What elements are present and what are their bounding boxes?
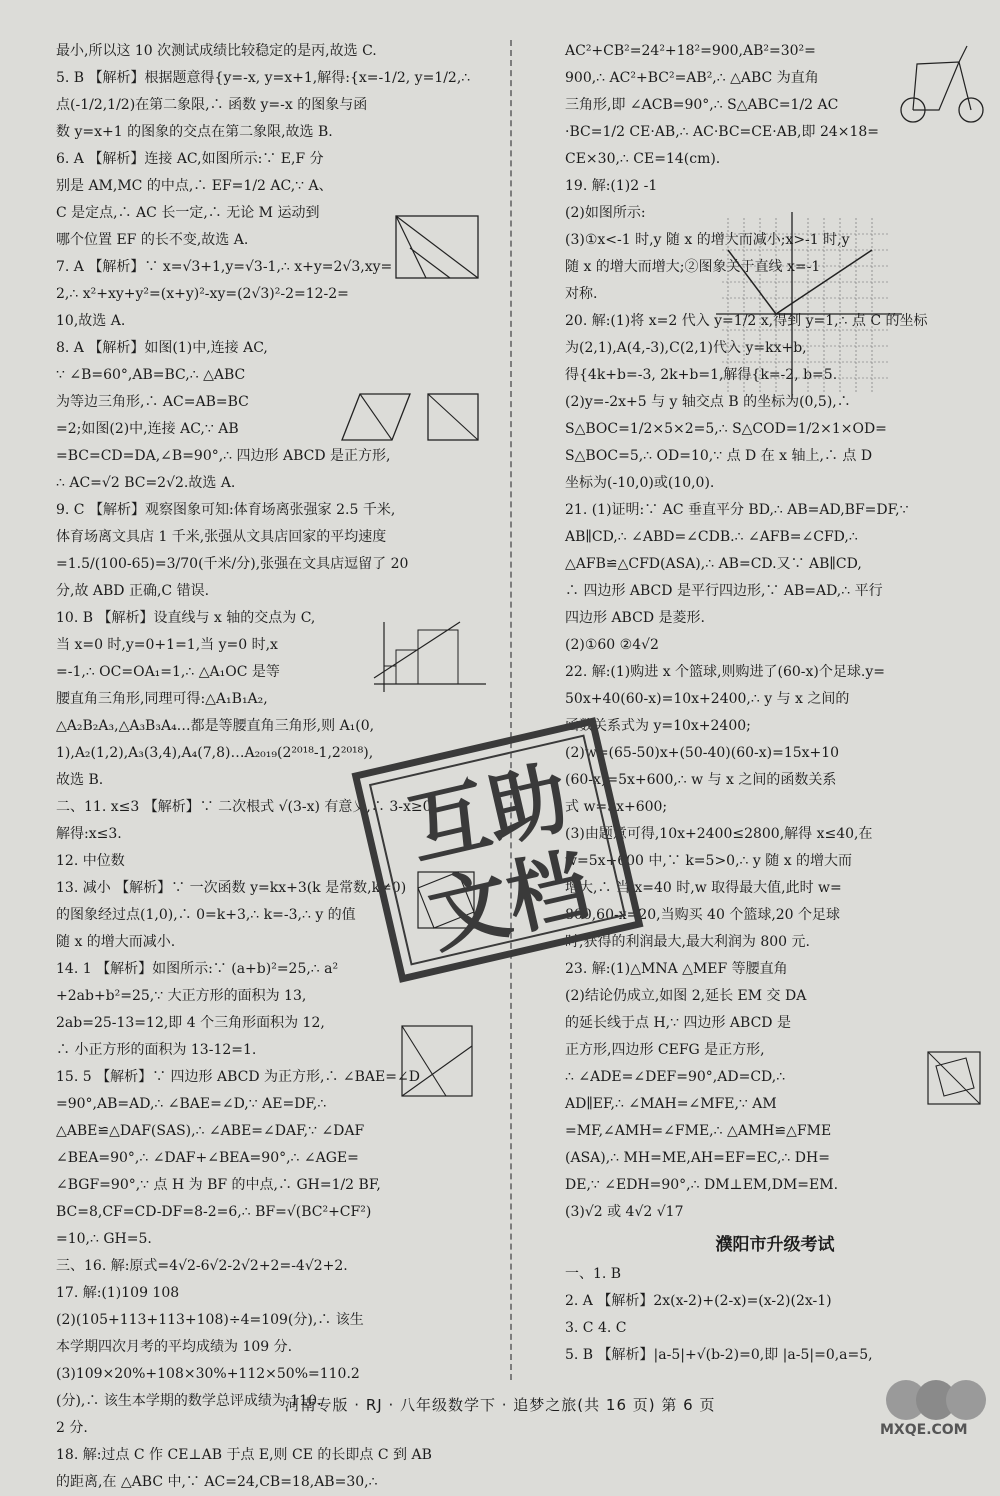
answer-line: (分),∴ 该生本学期的数学总评成绩为 110. (56, 1393, 322, 1409)
answer-line: ∵ ∠B=60°,AB=BC,∴ △ABC (56, 367, 246, 383)
answer-line: 50x+40(60-x)=10x+2400,∴ y 与 x 之间的 (565, 691, 850, 707)
answer-line: 增大,∴ 当 x=40 时,w 取得最大值,此时 w= (565, 880, 842, 896)
answer-line: 2 分. (56, 1420, 88, 1436)
answer-line: 的延长线于点 H,∵ 四边形 ABCD 是 (565, 1015, 791, 1031)
answer-line: =-1,∴ OC=OA₁=1,∴ △A₁OC 是等 (56, 664, 280, 680)
answer-line: DE,∵ ∠EDH=90°,∴ DM⊥EM,DM=EM. (565, 1177, 839, 1193)
answer-line: 故选 B. (56, 772, 104, 788)
answer-line: 随 x 的增大而增大;②图象关于直线 x=-1 (565, 259, 821, 275)
svg-text:文档: 文档 (420, 837, 598, 965)
answer-line: 8. A 【解析】如图(1)中,连接 AC, (56, 340, 268, 356)
answer-line: =2;如图(2)中,连接 AC,∵ AB (56, 421, 239, 437)
answer-line: 的距离,在 △ABC 中,∵ AC=24,CB=18,AB=30,∴ (56, 1474, 378, 1490)
answer-line: +2ab+b²=25,∵ 大正方形的面积为 13, (56, 988, 307, 1004)
figure-q15-square (394, 1016, 484, 1126)
answer-line: 二、11. x≤3 【解析】∵ 二次根式 √(3-x) 有意义,∴ 3-x≥0, (56, 799, 436, 815)
answer-line: 数 y=x+1 的图象的交点在第二象限,故选 B. (56, 124, 333, 140)
answer-line: 7. A 【解析】∵ x=√3+1,y=√3-1,∴ x+y=2√3,xy= (56, 259, 393, 275)
answer-line: 10. B 【解析】设直线与 x 轴的交点为 C, (56, 610, 316, 626)
answer-line: ∴ 小正方形的面积为 13-12=1. (56, 1042, 257, 1058)
answer-line: 15. 5 【解析】∵ 四边形 ABCD 为正方形,∴ ∠BAE=∠D (56, 1069, 420, 1085)
answer-line: 三角形,即 ∠ACB=90°,∴ S△ABC=1/2 AC (565, 97, 839, 113)
answer-line: 解得:x≤3. (56, 826, 122, 842)
answer-line: 5. B 【解析】|a-5|+√(b-2)=0,即 |a-5|=0,a=5, (565, 1347, 873, 1363)
answer-line: 22. 解:(1)购进 x 个篮球,则购进了(60-x)个足球.y= (565, 664, 885, 680)
answer-line: 哪个位置 EF 的长不变,故选 A. (56, 232, 249, 248)
answer-line: 为(2,1),A(4,-3),C(2,1)代入 y=kx+b, (565, 340, 807, 356)
answer-line: ∠BGF=90°,∵ 点 H 为 BF 的中点,∴ GH=1/2 BF, (56, 1177, 381, 1193)
answer-line: 9. C 【解析】观察图象可知:体育场离张强家 2.5 千米, (56, 502, 396, 518)
answer-line: (2)结论仍成立,如图 2,延长 EM 交 DA (565, 988, 807, 1004)
answer-line: 时,获得的利润最大,最大利润为 800 元. (565, 934, 810, 950)
answer-line: △ABE≌△DAF(SAS),∴ ∠ABE=∠DAF,∵ ∠DAF (56, 1123, 365, 1139)
answer-line: (3)由题意可得,10x+2400≤2800,解得 x≤40,在 (565, 826, 873, 842)
answer-line: AD∥EF,∴ ∠MAH=∠MFE,∵ AM (565, 1096, 777, 1112)
answer-line: 分,故 ABD 正确,C 错误. (56, 583, 210, 599)
answer-line: △AFB≌△CFD(ASA),∴ AB=CD.又∵ AB∥CD, (565, 556, 862, 572)
figure-q6-rectangle (388, 208, 488, 288)
answer-line: 当 x=0 时,y=0+1=1,当 y=0 时,x (56, 637, 278, 653)
answer-line: 为等边三角形,∴ AC=AB=BC (56, 394, 249, 410)
answer-line: 17. 解:(1)109 108 (56, 1285, 180, 1301)
answer-line: 最小,所以这 10 次测试成绩比较稳定的是丙,故选 C. (56, 43, 377, 59)
answer-line: (ASA),∴ MH=ME,AH=EF=EC,∴ DH= (565, 1150, 830, 1166)
answer-line: =1.5/(100-65)=3/70(千米/分),张强在文具店逗留了 20 (56, 556, 409, 572)
answer-line: 2. A 【解析】2x(x-2)+(2-x)=(x-2)(2x-1) (565, 1293, 832, 1309)
answer-line: CE×30,∴ CE=14(cm). (565, 151, 721, 167)
answer-line: 12. 中位数 (56, 853, 125, 869)
answer-line: 本学期四次月考的平均成绩为 109 分. (56, 1339, 293, 1355)
answer-line: ·BC=1/2 CE·AB,∴ AC·BC=CE·AB,即 24×18= (565, 124, 880, 140)
answer-line: ∴ ∠ADE=∠DEF=90°,AD=CD,∴ (565, 1069, 786, 1085)
answer-line: =MF,∠AMH=∠FME,∴ △AMH≌△FME (565, 1123, 832, 1139)
answer-line: (2)(105+113+113+108)÷4=109(分),∴ 该生 (56, 1312, 364, 1328)
answer-line: (2)w=(65-50)x+(50-40)(60-x)=15x+10 (565, 745, 840, 761)
answer-line: (3)109×20%+108×30%+112×50%=110.2 (56, 1366, 360, 1382)
answer-line: (2)如图所示: (565, 205, 646, 221)
answer-line: 21. (1)证明:∵ AC 垂直平分 BD,∴ AB=AD,BF=DF,∵ (565, 502, 909, 518)
answer-line: △A₂B₂A₃,△A₃B₃A₄…都是等腰直角三角形,则 A₁(0, (56, 718, 375, 734)
answer-line: =90°,AB=AD,∴ ∠BAE=∠D,∵ AE=DF,∴ (56, 1096, 327, 1112)
answer-line: 18. 解:过点 C 作 CE⊥AB 于点 E,则 CE 的长即点 C 到 AB (56, 1447, 432, 1463)
answer-line: S△BOC=5,∴ OD=10,∵ 点 D 在 x 轴上,∴ 点 D (565, 448, 873, 464)
answer-line: w=5x+600 中,∵ k=5>0,∴ y 随 x 的增大而 (565, 853, 853, 869)
answer-line: 10,故选 A. (56, 313, 126, 329)
figure-q18-bicycle (895, 42, 993, 132)
answer-line: AB∥CD,∴ ∠ABD=∠CDB.∴ ∠AFB=∠CFD,∴ (565, 529, 858, 545)
answer-line: 13. 减小 【解析】∵ 一次函数 y=kx+3(k 是常数,k≠0) (56, 880, 407, 896)
answer-line: 的图象经过点(1,0),∴ 0=k+3,∴ k=-3,∴ y 的值 (56, 907, 356, 923)
answer-line: 腰直角三角形,同理可得:△A₁B₁A₂, (56, 691, 268, 707)
answer-line: =BC=CD=DA,∠B=90°,∴ 四边形 ABCD 是正方形, (56, 448, 391, 464)
column-divider (510, 40, 512, 1380)
answer-line: S△BOC=1/2×5×2=5,∴ S△COD=1/2×1×OD= (565, 421, 887, 437)
answer-line: 别是 AM,MC 的中点,∴ EF=1/2 AC,∵ A、 (56, 178, 333, 194)
answer-line: 随 x 的增大而减小. (56, 934, 176, 950)
answer-line: C 是定点,∴ AC 长一定,∴ 无论 M 运动到 (56, 205, 320, 221)
figure-q10-staircase (370, 618, 490, 696)
answer-line: 一、1. B (565, 1266, 622, 1282)
answer-line: 1),A₂(1,2),A₃(3,4),A₄(7,8)…A₂₀₁₉(2²⁰¹⁸-1,2²⁰¹⁸), (56, 745, 374, 761)
answer-line: 三、16. 解:原式=4√2-6√2-2√2+2=-4√2+2. (56, 1258, 348, 1274)
answer-line: 2ab=25-13=12,即 4 个三角形面积为 12, (56, 1015, 325, 1031)
answer-line: 14. 1 【解析】如图所示:∵ (a+b)²=25,∴ a² (56, 961, 339, 977)
answer-line: 6. A 【解析】连接 AC,如图所示:∵ E,F 分 (56, 151, 324, 167)
answer-line: =10,∴ GH=5. (56, 1231, 152, 1247)
answer-line: 900,∴ AC²+BC²=AB²,∴ △ABC 为直角 (565, 70, 819, 86)
answer-line: 对称. (565, 286, 598, 302)
answer-line: 5. B 【解析】根据题意得{y=-x, y=x+1,解得:{x=-1/2, y=1/2,∴ (56, 70, 471, 86)
answer-line: (2)①60 ②4√2 (565, 637, 659, 653)
answer-line: 23. 解:(1)△MNA △MEF 等腰直角 (565, 961, 788, 977)
site-logo (880, 1376, 990, 1436)
answer-line: (60-x)=5x+600,∴ w 与 x 之间的函数关系 (565, 772, 837, 788)
answer-line: 点(-1/2,1/2)在第二象限,∴ 函数 y=-x 的图象与函 (56, 97, 368, 113)
answer-line: 式 w=5x+600; (565, 799, 668, 815)
answer-line: 得{4k+b=-3, 2k+b=1,解得{k=-2, b=5. (565, 367, 838, 383)
section-title: 濮阳市升级考试 (715, 1235, 835, 1255)
answer-line: 正方形,四边形 CEFG 是正方形, (565, 1042, 765, 1058)
site-logo-text: MXQE.COM (880, 1422, 968, 1438)
answer-line: 函数关系式为 y=10x+2400; (565, 718, 751, 734)
answer-line: 800,60-x=20,当购买 40 个篮球,20 个足球 (565, 907, 841, 923)
figure-q23-squares (922, 1044, 990, 1134)
answer-line: ∠BEA=90°,∴ ∠DAF+∠BEA=90°,∴ ∠AGE= (56, 1150, 359, 1166)
svg-text:互助: 互助 (400, 750, 577, 877)
answer-line: AC²+CB²=24²+18²=900,AB²=30²= (565, 43, 816, 59)
answer-line: (3)①x<-1 时,y 随 x 的增大而减小;x>-1 时,y (565, 232, 850, 248)
page-footer: 河南专版 · RJ · 八年级数学下 · 追梦之旅(共 16 页) 第 6 页 (284, 1396, 716, 1414)
answer-line: (3)√2 或 4√2 √17 (565, 1204, 684, 1220)
answer-line: ∴ AC=√2 BC=2√2.故选 A. (56, 475, 236, 491)
answer-line: 四边形 ABCD 是菱形. (565, 610, 705, 626)
answer-line: 19. 解:(1)2 -1 (565, 178, 658, 194)
figure-q8-rhombus (340, 388, 490, 458)
answer-line: 体育场离文具店 1 千米,张强从文具店回家的平均速度 (56, 529, 387, 545)
answer-line: 20. 解:(1)将 x=2 代入 y=1/2 x,得到 y=1,∴ 点 C 的坐标 (565, 313, 928, 329)
answer-line: 3. C 4. C (565, 1320, 627, 1336)
figure-q19-grid (712, 208, 908, 404)
answer-line: 2,∴ x²+xy+y²=(x+y)²-xy=(2√3)²-2=12-2= (56, 286, 349, 302)
answer-line: BC=8,CF=CD-DF=8-2=6,∴ BF=√(BC²+CF²) (56, 1204, 372, 1220)
figure-q14-square (412, 862, 482, 952)
answer-line: ∴ 四边形 ABCD 是平行四边形,∵ AB=AD,∴ 平行 (565, 583, 883, 599)
answer-line: (2)y=-2x+5 与 y 轴交点 B 的坐标为(0,5),∴ (565, 394, 851, 410)
answer-line: 坐标为(-10,0)或(10,0). (565, 475, 715, 491)
